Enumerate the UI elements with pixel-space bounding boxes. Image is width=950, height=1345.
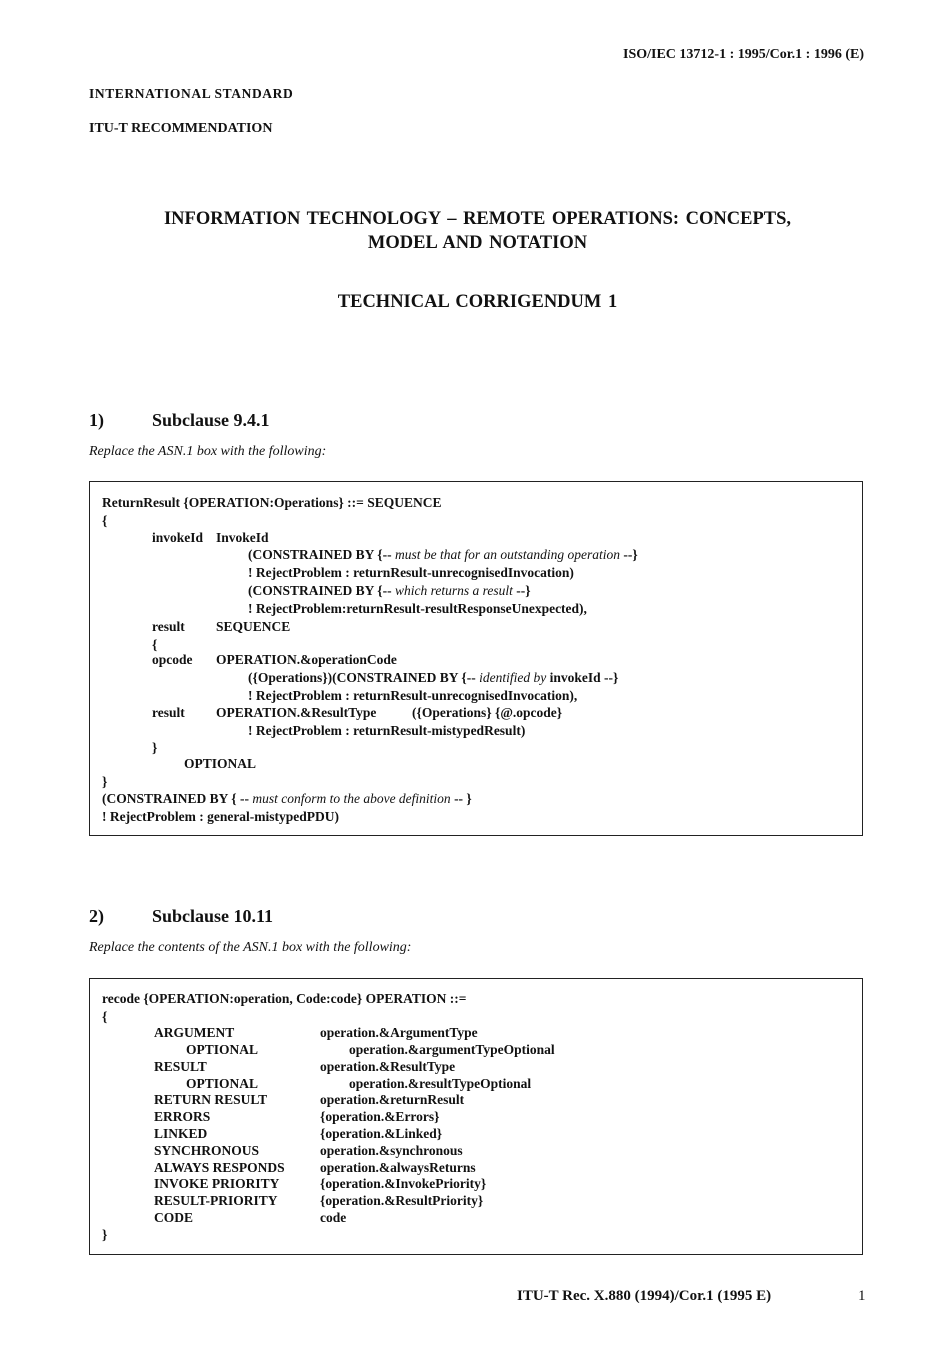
code-line: ({Operations} {@.opcode} (412, 705, 563, 720)
code-line: { (152, 637, 158, 652)
code-keyword: INVOKE PRIORITY (154, 1176, 280, 1191)
code-line: } (102, 774, 108, 789)
code-line: } (152, 740, 158, 755)
section-2-number: 2) (89, 906, 104, 926)
international-standard-label: INTERNATIONAL STANDARD (89, 86, 294, 101)
code-line: ! RejectProblem:returnResult-resultResponseUnexpected), (248, 601, 587, 616)
footer-reference: ITU-T Rec. X.880 (1994)/Cor.1 (1995 E) (517, 1288, 772, 1304)
title-line-1: INFORMATION TECHNOLOGY – REMOTE OPERATIONS: CONCEPTS, (163, 209, 792, 229)
code-line: result (152, 705, 185, 720)
section-1-title: Subclause 9.4.1 (152, 410, 270, 430)
document-reference: ISO/IEC 13712-1 : 1995/Cor.1 : 1996 (E) (623, 47, 864, 62)
code-line: recode {OPERATION:operation, Code:code} OPERATION ::= (102, 991, 467, 1006)
code-value: {operation.&Linked} (320, 1126, 443, 1141)
code-keyword: RESULT-PRIORITY (154, 1193, 278, 1208)
code-keyword: RETURN RESULT (154, 1092, 268, 1107)
code-value: operation.&ArgumentType (320, 1025, 478, 1040)
code-line: ! RejectProblem : returnResult-unrecognisedInvocation), (248, 688, 578, 703)
document-title (90, 207, 865, 255)
itut-recommendation-label: ITU-T RECOMMENDATION (89, 121, 273, 136)
section-1-instruction: Replace the ASN.1 box with the following: (89, 444, 327, 459)
asn1-box-1 (89, 481, 863, 836)
code-line: ! RejectProblem : returnResult-mistypedResult) (248, 723, 526, 738)
page-number: 1 (858, 1288, 866, 1304)
code-keyword: CODE (154, 1210, 194, 1225)
code-keyword: SYNCHRONOUS (154, 1143, 260, 1158)
code-keyword: LINKED (154, 1126, 208, 1141)
code-value: operation.&alwaysReturns (320, 1160, 476, 1175)
code-line: { (102, 513, 108, 528)
code-keyword: OPTIONAL (186, 1042, 259, 1057)
asn1-box-2 (89, 978, 863, 1255)
code-line: invokeId (152, 530, 204, 545)
section-2-instruction: Replace the contents of the ASN.1 box with the following: (89, 940, 412, 955)
code-keyword: ERRORS (154, 1109, 211, 1124)
code-line: opcode (152, 652, 193, 667)
code-line: (CONSTRAINED BY {-- must be that for an outstanding operation --} (248, 547, 638, 562)
code-line: OPTIONAL (184, 756, 257, 771)
code-value: operation.&argumentTypeOptional (349, 1042, 555, 1057)
code-value: {operation.&Errors} (320, 1109, 440, 1124)
document-subtitle: TECHNICAL CORRIGENDUM 1 (337, 292, 618, 312)
code-line: (CONSTRAINED BY {-- which returns a result --} (248, 583, 531, 598)
code-line: result (152, 619, 185, 634)
code-value: {operation.&InvokePriority} (320, 1176, 487, 1191)
code-line: { (102, 1009, 108, 1024)
code-line: SEQUENCE (216, 619, 291, 634)
code-line: OPERATION.&operationCode (216, 652, 397, 667)
code-value: operation.&returnResult (320, 1092, 465, 1107)
code-value: code (320, 1210, 347, 1225)
code-line: (CONSTRAINED BY { -- must conform to the above definition -- } (102, 791, 472, 806)
code-value: operation.&synchronous (320, 1143, 463, 1158)
code-line: ReturnResult {OPERATION:Operations} ::= SEQUENCE (102, 495, 442, 510)
code-value: operation.&resultTypeOptional (349, 1076, 532, 1091)
section-1-number: 1) (89, 410, 104, 430)
code-line: ! RejectProblem : general-mistypedPDU) (102, 809, 340, 824)
code-value: {operation.&ResultPriority} (320, 1193, 484, 1208)
code-keyword: OPTIONAL (186, 1076, 259, 1091)
code-keyword: RESULT (154, 1059, 207, 1074)
section-2-title: Subclause 10.11 (152, 906, 274, 926)
title-line-2: MODEL AND NOTATION (367, 233, 588, 253)
code-keyword: ARGUMENT (154, 1025, 235, 1040)
code-keyword: ALWAYS RESPONDS (154, 1160, 285, 1175)
code-value: operation.&ResultType (320, 1059, 456, 1074)
code-line: InvokeId (216, 530, 269, 545)
code-line: ({Operations})(CONSTRAINED BY {-- identified by invokeId --} (248, 670, 619, 685)
code-line: ! RejectProblem : returnResult-unrecognisedInvocation) (248, 565, 574, 580)
code-line: OPERATION.&ResultType (216, 705, 377, 720)
code-line: } (102, 1227, 108, 1242)
